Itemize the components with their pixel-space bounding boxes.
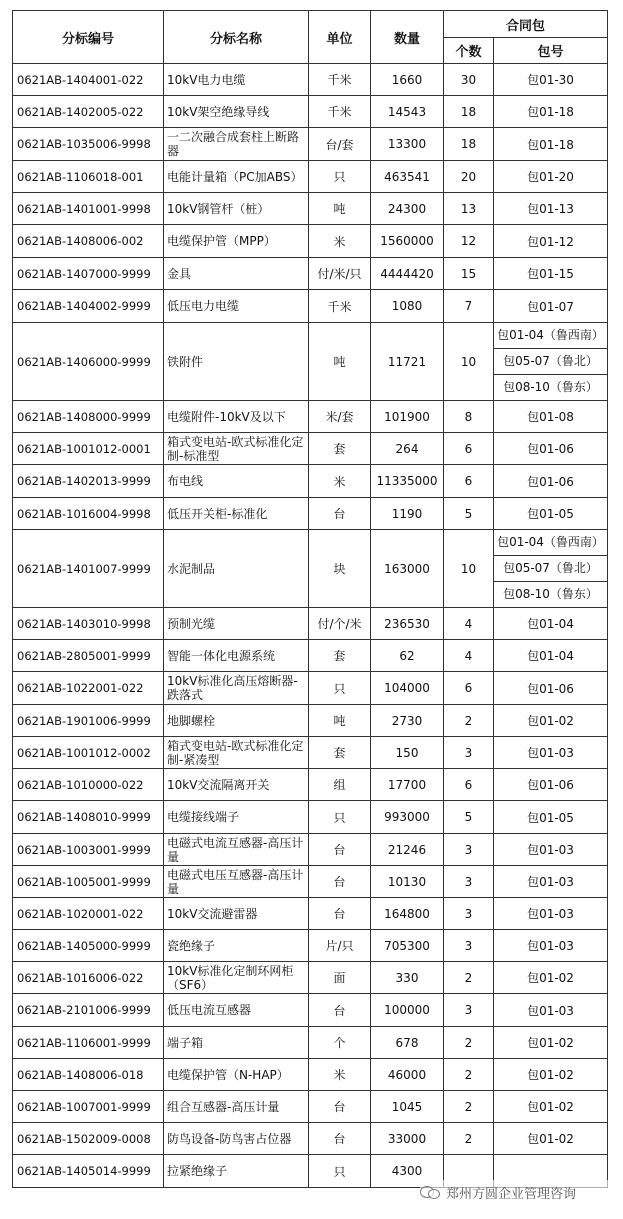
item-code: 0621AB-1404002-9999 — [13, 290, 164, 323]
package-item: 包08-10（鲁东） — [503, 587, 598, 601]
item-packages: 包01-05 — [494, 498, 608, 530]
item-packages: 包01-02 — [494, 1059, 608, 1091]
item-count: 30 — [444, 64, 494, 96]
item-unit: 米 — [309, 465, 371, 498]
item-packages: 包01-06 — [494, 769, 608, 801]
item-name: 低压电力电缆 — [164, 290, 309, 323]
item-count: 5 — [444, 801, 494, 834]
package-item: 包05-07（鲁北） — [494, 349, 607, 375]
table-row — [13, 290, 608, 323]
item-packages: 包01-03 — [494, 994, 608, 1027]
item-name: 电缆附件-10kV及以下 — [164, 401, 309, 433]
item-unit: 套 — [309, 640, 371, 672]
bid-table — [12, 10, 608, 1188]
item-qty: 21246 — [371, 834, 444, 866]
item-name: 组合互感器-高压计量 — [164, 1091, 309, 1123]
item-qty: 4444420 — [371, 258, 444, 290]
item-unit: 台 — [309, 1123, 371, 1155]
item-unit: 台 — [309, 1091, 371, 1123]
header-code: 分标编号 — [13, 11, 164, 64]
table-row — [13, 161, 608, 193]
item-qty: 264 — [371, 433, 444, 465]
item-unit: 千米 — [309, 64, 371, 96]
item-code: 0621AB-1010000-022 — [13, 769, 164, 801]
item-code: 0621AB-1401007-9999 — [13, 530, 164, 608]
item-packages: 包01-02 — [494, 1027, 608, 1059]
item-unit: 台 — [309, 866, 371, 898]
item-qty: 1560000 — [371, 225, 444, 258]
item-qty: 705300 — [371, 930, 444, 962]
table-row — [13, 834, 608, 866]
table-row — [13, 128, 608, 161]
item-packages: 包01-06 — [494, 433, 608, 465]
item-count: 2 — [444, 1027, 494, 1059]
item-code: 0621AB-1406000-9999 — [13, 323, 164, 401]
table-row — [13, 640, 608, 672]
item-count: 15 — [444, 258, 494, 290]
package-item: 包01-04（鲁西南） — [494, 530, 607, 556]
item-count: 20 — [444, 161, 494, 193]
item-code: 0621AB-1003001-9999 — [13, 834, 164, 866]
item-code: 0621AB-1404001-022 — [13, 64, 164, 96]
item-code: 0621AB-1005001-9999 — [13, 866, 164, 898]
item-unit: 只 — [309, 1155, 371, 1188]
item-qty: 11335000 — [371, 465, 444, 498]
item-code: 0621AB-1408006-002 — [13, 225, 164, 258]
table-row — [13, 258, 608, 290]
item-name: 布电线 — [164, 465, 309, 498]
item-unit: 台 — [309, 898, 371, 930]
item-count: 5 — [444, 498, 494, 530]
item-count: 4 — [444, 640, 494, 672]
item-packages — [494, 323, 608, 401]
item-name: 电能计量箱（PC加ABS） — [164, 161, 309, 193]
item-unit: 台 — [309, 498, 371, 530]
item-name: 拉紧绝缘子 — [164, 1155, 309, 1188]
item-name: 10kV电力电缆 — [164, 64, 309, 96]
item-unit: 只 — [309, 672, 371, 705]
item-unit: 米 — [309, 225, 371, 258]
table-row — [13, 498, 608, 530]
item-count: 7 — [444, 290, 494, 323]
item-count: 6 — [444, 672, 494, 705]
item-code: 0621AB-1403010-9998 — [13, 608, 164, 640]
item-qty: 1045 — [371, 1091, 444, 1123]
table-row — [13, 994, 608, 1027]
item-unit: 面 — [309, 962, 371, 994]
item-unit: 片/只 — [309, 930, 371, 962]
item-qty: 104000 — [371, 672, 444, 705]
item-count: 8 — [444, 401, 494, 433]
item-packages: 包01-04 — [494, 640, 608, 672]
item-packages: 包01-04 — [494, 608, 608, 640]
item-count: 4 — [444, 608, 494, 640]
item-packages: 包01-07 — [494, 290, 608, 323]
item-name: 电缆保护管（MPP） — [164, 225, 309, 258]
item-name: 智能一体化电源系统 — [164, 640, 309, 672]
header-qty: 数量 — [371, 11, 444, 64]
item-name: 箱式变电站-欧式标准化定制-标准型 — [164, 433, 309, 465]
item-count: 3 — [444, 930, 494, 962]
item-qty: 1190 — [371, 498, 444, 530]
item-code: 0621AB-1106018-001 — [13, 161, 164, 193]
table-row — [13, 801, 608, 834]
item-code: 0621AB-1001012-0001 — [13, 433, 164, 465]
item-name: 电缆保护管（N-HAP） — [164, 1059, 309, 1091]
table-row — [13, 705, 608, 737]
item-unit: 吨 — [309, 323, 371, 401]
item-code: 0621AB-1405000-9999 — [13, 930, 164, 962]
item-code: 0621AB-1016006-022 — [13, 962, 164, 994]
item-qty: 33000 — [371, 1123, 444, 1155]
item-count: 2 — [444, 962, 494, 994]
item-packages: 包01-30 — [494, 64, 608, 96]
item-count: 2 — [444, 1091, 494, 1123]
item-name: 10kV钢管杆（桩） — [164, 193, 309, 225]
item-packages: 包01-02 — [494, 1091, 608, 1123]
item-name: 10kV标准化定制环网柜（SF6） — [164, 962, 309, 994]
item-unit: 只 — [309, 801, 371, 834]
item-packages: 包01-05 — [494, 801, 608, 834]
table-row — [13, 769, 608, 801]
table-row — [13, 608, 608, 640]
item-qty: 17700 — [371, 769, 444, 801]
item-count: 3 — [444, 866, 494, 898]
item-unit: 千米 — [309, 96, 371, 128]
item-packages: 包01-02 — [494, 962, 608, 994]
item-count: 2 — [444, 705, 494, 737]
item-count: 3 — [444, 834, 494, 866]
item-name: 地脚螺栓 — [164, 705, 309, 737]
item-qty: 11721 — [371, 323, 444, 401]
table-row — [13, 465, 608, 498]
item-code: 0621AB-1407000-9999 — [13, 258, 164, 290]
item-name: 10kV架空绝缘导线 — [164, 96, 309, 128]
item-count: 18 — [444, 128, 494, 161]
item-name: 瓷绝缘子 — [164, 930, 309, 962]
item-qty: 463541 — [371, 161, 444, 193]
item-qty: 236530 — [371, 608, 444, 640]
item-qty: 62 — [371, 640, 444, 672]
item-packages: 包01-03 — [494, 930, 608, 962]
item-packages: 包01-15 — [494, 258, 608, 290]
item-qty: 24300 — [371, 193, 444, 225]
item-packages: 包01-03 — [494, 737, 608, 769]
item-packages — [494, 530, 608, 608]
table-row — [13, 64, 608, 96]
table-row — [13, 672, 608, 705]
table-row — [13, 930, 608, 962]
item-code: 0621AB-1001012-0002 — [13, 737, 164, 769]
item-unit: 吨 — [309, 705, 371, 737]
item-name: 电缆接线端子 — [164, 801, 309, 834]
item-name: 铁附件 — [164, 323, 309, 401]
item-name: 10kV交流隔离开关 — [164, 769, 309, 801]
header-package: 包号 — [494, 38, 608, 64]
item-name: 电磁式电压互感器-高压计量 — [164, 866, 309, 898]
package-item: 包05-07（鲁北） — [494, 556, 607, 582]
table-row — [13, 96, 608, 128]
item-count: 13 — [444, 193, 494, 225]
item-unit: 米/套 — [309, 401, 371, 433]
item-packages: 包01-13 — [494, 193, 608, 225]
item-packages: 包01-02 — [494, 1123, 608, 1155]
table-row — [13, 1059, 608, 1091]
item-packages: 包01-18 — [494, 128, 608, 161]
wechat-icon — [420, 1184, 440, 1200]
item-count: 6 — [444, 769, 494, 801]
package-item: 包08-10（鲁东） — [503, 380, 598, 394]
item-name: 低压电流互感器 — [164, 994, 309, 1027]
item-count: 3 — [444, 737, 494, 769]
watermark — [420, 1180, 620, 1204]
item-code: 0621AB-1035006-9998 — [13, 128, 164, 161]
item-packages: 包01-08 — [494, 401, 608, 433]
item-packages: 包01-06 — [494, 672, 608, 705]
item-count: 6 — [444, 465, 494, 498]
item-name: 低压开关柜-标准化 — [164, 498, 309, 530]
item-unit: 套 — [309, 433, 371, 465]
item-packages: 包01-12 — [494, 225, 608, 258]
item-unit: 台 — [309, 834, 371, 866]
item-qty: 10130 — [371, 866, 444, 898]
table-row — [13, 962, 608, 994]
item-code: 0621AB-1007001-9999 — [13, 1091, 164, 1123]
item-unit: 千米 — [309, 290, 371, 323]
item-name: 金具 — [164, 258, 309, 290]
item-unit: 只 — [309, 161, 371, 193]
item-count: 18 — [444, 96, 494, 128]
item-qty: 2730 — [371, 705, 444, 737]
item-packages: 包01-03 — [494, 898, 608, 930]
item-qty: 101900 — [371, 401, 444, 433]
table-row — [13, 1123, 608, 1155]
item-name: 箱式变电站-欧式标准化定制-紧凑型 — [164, 737, 309, 769]
table-row — [13, 433, 608, 465]
watermark-text: 郑州方圆企业管理咨询 — [446, 1186, 577, 1202]
item-qty: 100000 — [371, 994, 444, 1027]
item-unit: 台/套 — [309, 128, 371, 161]
header-count: 个数 — [444, 38, 494, 64]
table-row — [13, 1027, 608, 1059]
item-code: 0621AB-1502009-0008 — [13, 1123, 164, 1155]
table-body — [13, 64, 608, 1188]
item-qty: 330 — [371, 962, 444, 994]
item-qty: 46000 — [371, 1059, 444, 1091]
item-code: 0621AB-1106001-9999 — [13, 1027, 164, 1059]
item-packages: 包01-02 — [494, 705, 608, 737]
item-unit: 吨 — [309, 193, 371, 225]
table-row — [13, 225, 608, 258]
item-qty: 13300 — [371, 128, 444, 161]
item-unit: 米 — [309, 1059, 371, 1091]
table-row — [13, 401, 608, 433]
table-row — [13, 866, 608, 898]
item-name: 水泥制品 — [164, 530, 309, 608]
header-name: 分标名称 — [164, 11, 309, 64]
item-qty: 163000 — [371, 530, 444, 608]
table-row — [13, 193, 608, 225]
item-qty: 993000 — [371, 801, 444, 834]
item-unit: 付/个/米 — [309, 608, 371, 640]
item-name: 端子箱 — [164, 1027, 309, 1059]
item-count: 2 — [444, 1059, 494, 1091]
item-code: 0621AB-2101006-9999 — [13, 994, 164, 1027]
item-code: 0621AB-1020001-022 — [13, 898, 164, 930]
item-name: 电磁式电流互感器-高压计量 — [164, 834, 309, 866]
item-packages: 包01-18 — [494, 96, 608, 128]
table-row — [13, 898, 608, 930]
item-code: 0621AB-1402005-022 — [13, 96, 164, 128]
item-packages: 包01-20 — [494, 161, 608, 193]
item-code: 0621AB-2805001-9999 — [13, 640, 164, 672]
item-code: 0621AB-1402013-9999 — [13, 465, 164, 498]
item-packages: 包01-03 — [494, 866, 608, 898]
item-unit: 个 — [309, 1027, 371, 1059]
header-unit: 单位 — [309, 11, 371, 64]
item-code: 0621AB-1401001-9998 — [13, 193, 164, 225]
item-qty: 164800 — [371, 898, 444, 930]
item-name: 10kV交流避雷器 — [164, 898, 309, 930]
table-row — [13, 737, 608, 769]
item-qty: 1660 — [371, 64, 444, 96]
item-unit: 块 — [309, 530, 371, 608]
item-qty: 150 — [371, 737, 444, 769]
item-qty: 14543 — [371, 96, 444, 128]
item-qty: 1080 — [371, 290, 444, 323]
header-contract: 合同包 — [444, 11, 608, 38]
table-row — [13, 323, 608, 401]
item-count: 6 — [444, 433, 494, 465]
item-code: 0621AB-1408000-9999 — [13, 401, 164, 433]
table-row — [13, 1091, 608, 1123]
package-item: 包01-04（鲁西南） — [494, 323, 607, 349]
item-code: 0621AB-1405014-9999 — [13, 1155, 164, 1188]
item-packages: 包01-03 — [494, 834, 608, 866]
item-packages: 包01-06 — [494, 465, 608, 498]
item-count: 12 — [444, 225, 494, 258]
item-name: 一二次融合成套柱上断路器 — [164, 128, 309, 161]
item-count: 3 — [444, 994, 494, 1027]
table-row — [13, 530, 608, 608]
item-code: 0621AB-1016004-9998 — [13, 498, 164, 530]
item-unit: 台 — [309, 994, 371, 1027]
item-name: 防鸟设备-防鸟害占位器 — [164, 1123, 309, 1155]
item-count: 10 — [444, 530, 494, 608]
item-unit: 组 — [309, 769, 371, 801]
item-name: 10kV标准化高压熔断器-跌落式 — [164, 672, 309, 705]
item-code: 0621AB-1901006-9999 — [13, 705, 164, 737]
item-code: 0621AB-1408010-9999 — [13, 801, 164, 834]
item-qty: 678 — [371, 1027, 444, 1059]
item-name: 预制光缆 — [164, 608, 309, 640]
item-unit: 付/米/只 — [309, 258, 371, 290]
item-count: 2 — [444, 1123, 494, 1155]
item-qty: 4300 — [371, 1155, 444, 1188]
item-unit: 套 — [309, 737, 371, 769]
item-count: 3 — [444, 898, 494, 930]
item-code: 0621AB-1408006-018 — [13, 1059, 164, 1091]
item-code: 0621AB-1022001-022 — [13, 672, 164, 705]
item-count: 10 — [444, 323, 494, 401]
